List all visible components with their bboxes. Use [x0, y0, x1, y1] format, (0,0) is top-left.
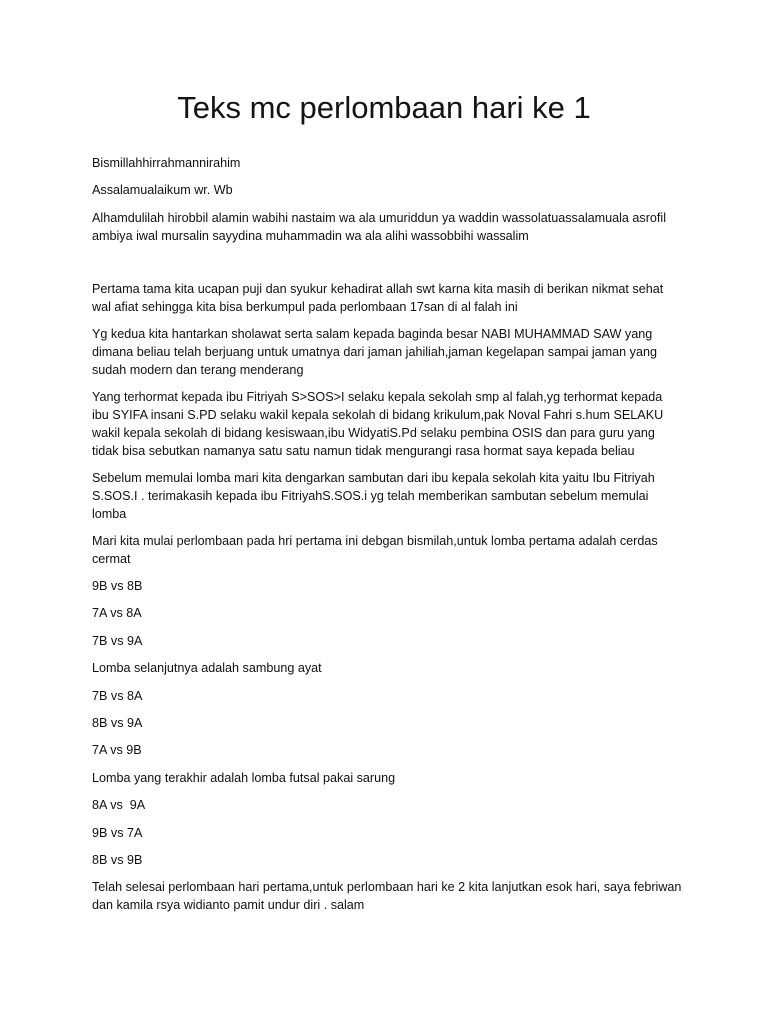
document-body [92, 155, 682, 925]
paragraph-second-competition: Lomba selanjutnya adalah sambung ayat [92, 661, 322, 676]
paragraph-last-competition: Lomba yang terakhir adalah lomba futsal pakai sarung [92, 770, 396, 785]
paragraph-basmalah: Bismillahhirrahmannirahim [92, 156, 241, 170]
paragraph-closing: Telah selesai perlombaan hari pertama,untuk perlombaan hari ke 2 kita lanjutkan esok hari, saya febriwan dan kamila rsya widianto pamit undur diri . salam [92, 880, 682, 913]
match-line: 8A vs 9A [92, 798, 146, 813]
match-line: 7A vs 9B [92, 743, 142, 758]
paragraph-principal-speech: Sebelum memulai lomba mari kita dengarkan sambutan dari ibu kepala sekolah kita yaitu Ibu Fitriyah S.SOS.I . terimakasih kepada ibu FitriyahS.SOS.i yg telah memberikan sambutan sebelum memulai lomba [92, 470, 655, 521]
match-line: 8B vs 9B [92, 853, 143, 867]
match-line: 7B vs 8A [92, 688, 143, 703]
match-line: 9B vs 8B [92, 579, 143, 594]
match-line: 7A vs 8A [92, 606, 142, 621]
match-line: 9B vs 7A [92, 825, 143, 840]
paragraph-honorifics: Yang terhormat kepada ibu Fitriyah S>SOS>I selaku kepala sekolah smp al falah,yg terhormat kepada ibu SYIFA insani S.PD selaku wakil kepala sekolah di bidang krikulum,pak Noval Fahri s.hum SELAKU wakil kepala sekolah di bidang kesiswaan,ibu WidyatiS.Pd selaku pembina OSIS dan para guru yang tidak bisa sebutkan namanya satu satu namun tidak mengurangi rasa hormat saya kepada beliau [92, 390, 664, 458]
paragraph-greeting: Assalamualaikum wr. Wb [92, 183, 233, 198]
paragraph-sholawat: Yg kedua kita hantarkan sholawat serta salam kepada baginda besar NABI MUHAMMAD SAW yang dimana beliau telah berjuang untuk umatnya dari jaman jahiliah,jaman kegelapan sampai jaman yang sudah modern dan terang menderang [92, 327, 657, 377]
match-line: 8B vs 9A [92, 716, 143, 731]
match-line: 7B vs 9A [92, 633, 143, 648]
paragraph-opening-prayer: Alhamdulilah hirobbil alamin wabihi nastaim wa ala umuriddun ya waddin wassolatuassalamuala asrofil ambiya iwal mursalin sayydina muhammadin wa ala alihi wassobbihi wassalim [92, 210, 667, 243]
paragraph-gratitude: Pertama tama kita ucapan puji dan syukur kehadirat allah swt karna kita masih di berikan nikmat sehat wal afiat sehingga kita bisa berkumpul pada perlombaan 17san di al falah ini [92, 281, 664, 314]
document-title: Teks mc perlombaan hari ke 1 [177, 90, 591, 125]
paragraph-spacer [92, 255, 682, 281]
paragraph-first-competition: Mari kita mulai perlombaan pada hri pertama ini debgan bismilah,untuk lomba pertama adalah cerdas cermat [92, 533, 658, 566]
